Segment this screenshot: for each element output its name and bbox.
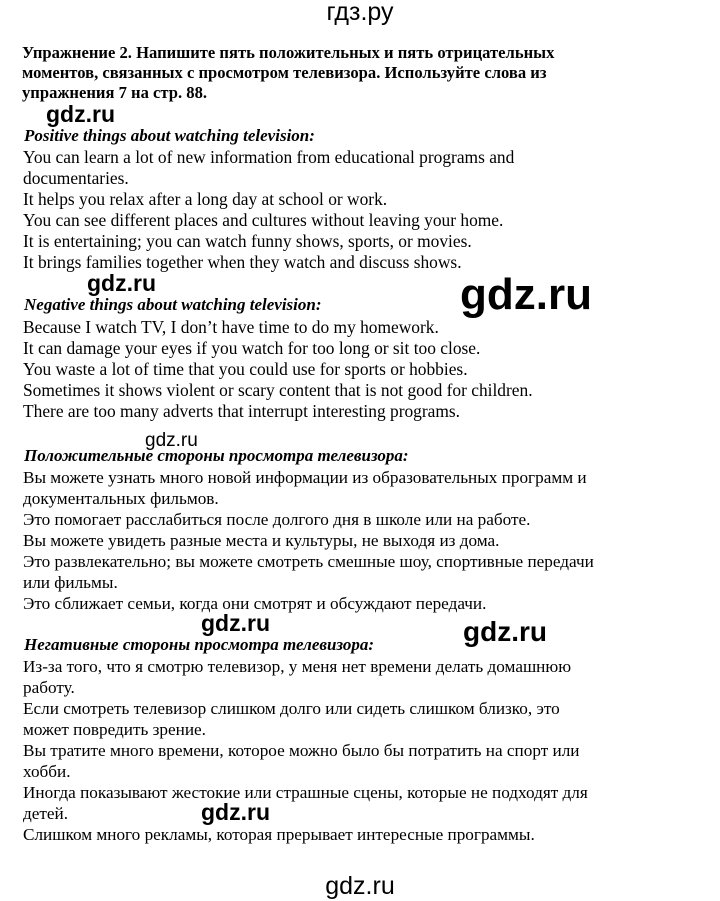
- exercise-task: [22, 43, 554, 103]
- site-header: гдз.ру: [326, 0, 394, 26]
- positive-list-en: [23, 147, 514, 273]
- positive-heading-en: Positive things about watching television:: [24, 126, 315, 145]
- negative-list-en: [23, 317, 533, 422]
- watermark: gdz.ru: [145, 430, 198, 451]
- list-item: Слишком много рекламы, которая прерывает интересные программы.: [23, 825, 535, 844]
- watermark: gdz.ru: [460, 270, 592, 319]
- negative-heading-ru: Негативные стороны просмотра телевизора:: [24, 635, 375, 654]
- list-item: It is entertaining; you can watch funny shows, sports, or movies.: [23, 231, 472, 251]
- list-item: Вы можете увидеть разные места и культуры, не выходя из дома.: [23, 531, 500, 550]
- watermark: gdz.ru: [87, 270, 156, 296]
- list-item: You can see different places and cultures without leaving your home.: [23, 210, 504, 230]
- task-line: моментов, связанных с просмотром телевизора. Используйте слова из: [22, 63, 547, 82]
- watermark: gdz.ru: [201, 610, 270, 636]
- list-item: или фильмы.: [23, 573, 118, 592]
- negative-heading-en: Negative things about watching television:: [24, 295, 322, 314]
- list-item: Это развлекательно; вы можете смотреть смешные шоу, спортивные передачи: [23, 552, 594, 571]
- list-item: Sometimes it shows violent or scary content that is not good for children.: [23, 380, 533, 400]
- list-item: Иногда показывают жестокие или страшные сцены, которые не подходят для: [23, 783, 588, 802]
- watermark: gdz.ru: [46, 101, 115, 127]
- list-item: documentaries.: [23, 168, 129, 188]
- list-item: It can damage your eyes if you watch for too long or sit too close.: [23, 338, 481, 358]
- list-item: детей.: [23, 804, 69, 823]
- list-item: Because I watch TV, I don’t have time to do my homework.: [23, 317, 439, 337]
- list-item: There are too many adverts that interrupt interesting programs.: [23, 401, 461, 421]
- list-item: Это сближает семьи, когда они смотрят и обсуждают передачи.: [23, 594, 487, 613]
- list-item: работу.: [23, 678, 75, 697]
- list-item: It brings families together when they watch and discuss shows.: [23, 252, 462, 272]
- positive-list-ru: [23, 467, 594, 614]
- watermark: gdz.ru: [463, 616, 547, 647]
- task-line: Упражнение 2. Напишите пять положительных и пять отрицательных: [22, 43, 555, 62]
- list-item: It helps you relax after a long day at school or work.: [23, 189, 388, 209]
- list-item: Вы тратите много времени, которое можно было бы потратить на спорт или: [23, 741, 580, 760]
- list-item: документальных фильмов.: [23, 489, 219, 508]
- task-line: упражнения 7 на стр. 88.: [22, 83, 208, 102]
- list-item: может повредить зрение.: [23, 720, 206, 739]
- list-item: You waste a lot of time that you could use for sports or hobbies.: [23, 359, 468, 379]
- list-item: Вы можете узнать много новой информации из образовательных программ и: [23, 468, 587, 487]
- list-item: You can learn a lot of new information from educational programs and: [23, 147, 515, 167]
- negative-list-ru: [23, 656, 588, 845]
- list-item: Это помогает расслабиться после долгого дня в школе или на работе.: [23, 510, 531, 529]
- list-item: хобби.: [23, 762, 71, 781]
- watermark: gdz.ru: [201, 799, 270, 825]
- positive-heading-ru: Положительные стороны просмотра телевизора:: [24, 446, 409, 465]
- list-item: Если смотреть телевизор слишком долго или сидеть слишком близко, это: [23, 699, 560, 718]
- site-footer: gdz.ru: [325, 872, 395, 900]
- list-item: Из-за того, что я смотрю телевизор, у меня нет времени делать домашнюю: [23, 657, 572, 676]
